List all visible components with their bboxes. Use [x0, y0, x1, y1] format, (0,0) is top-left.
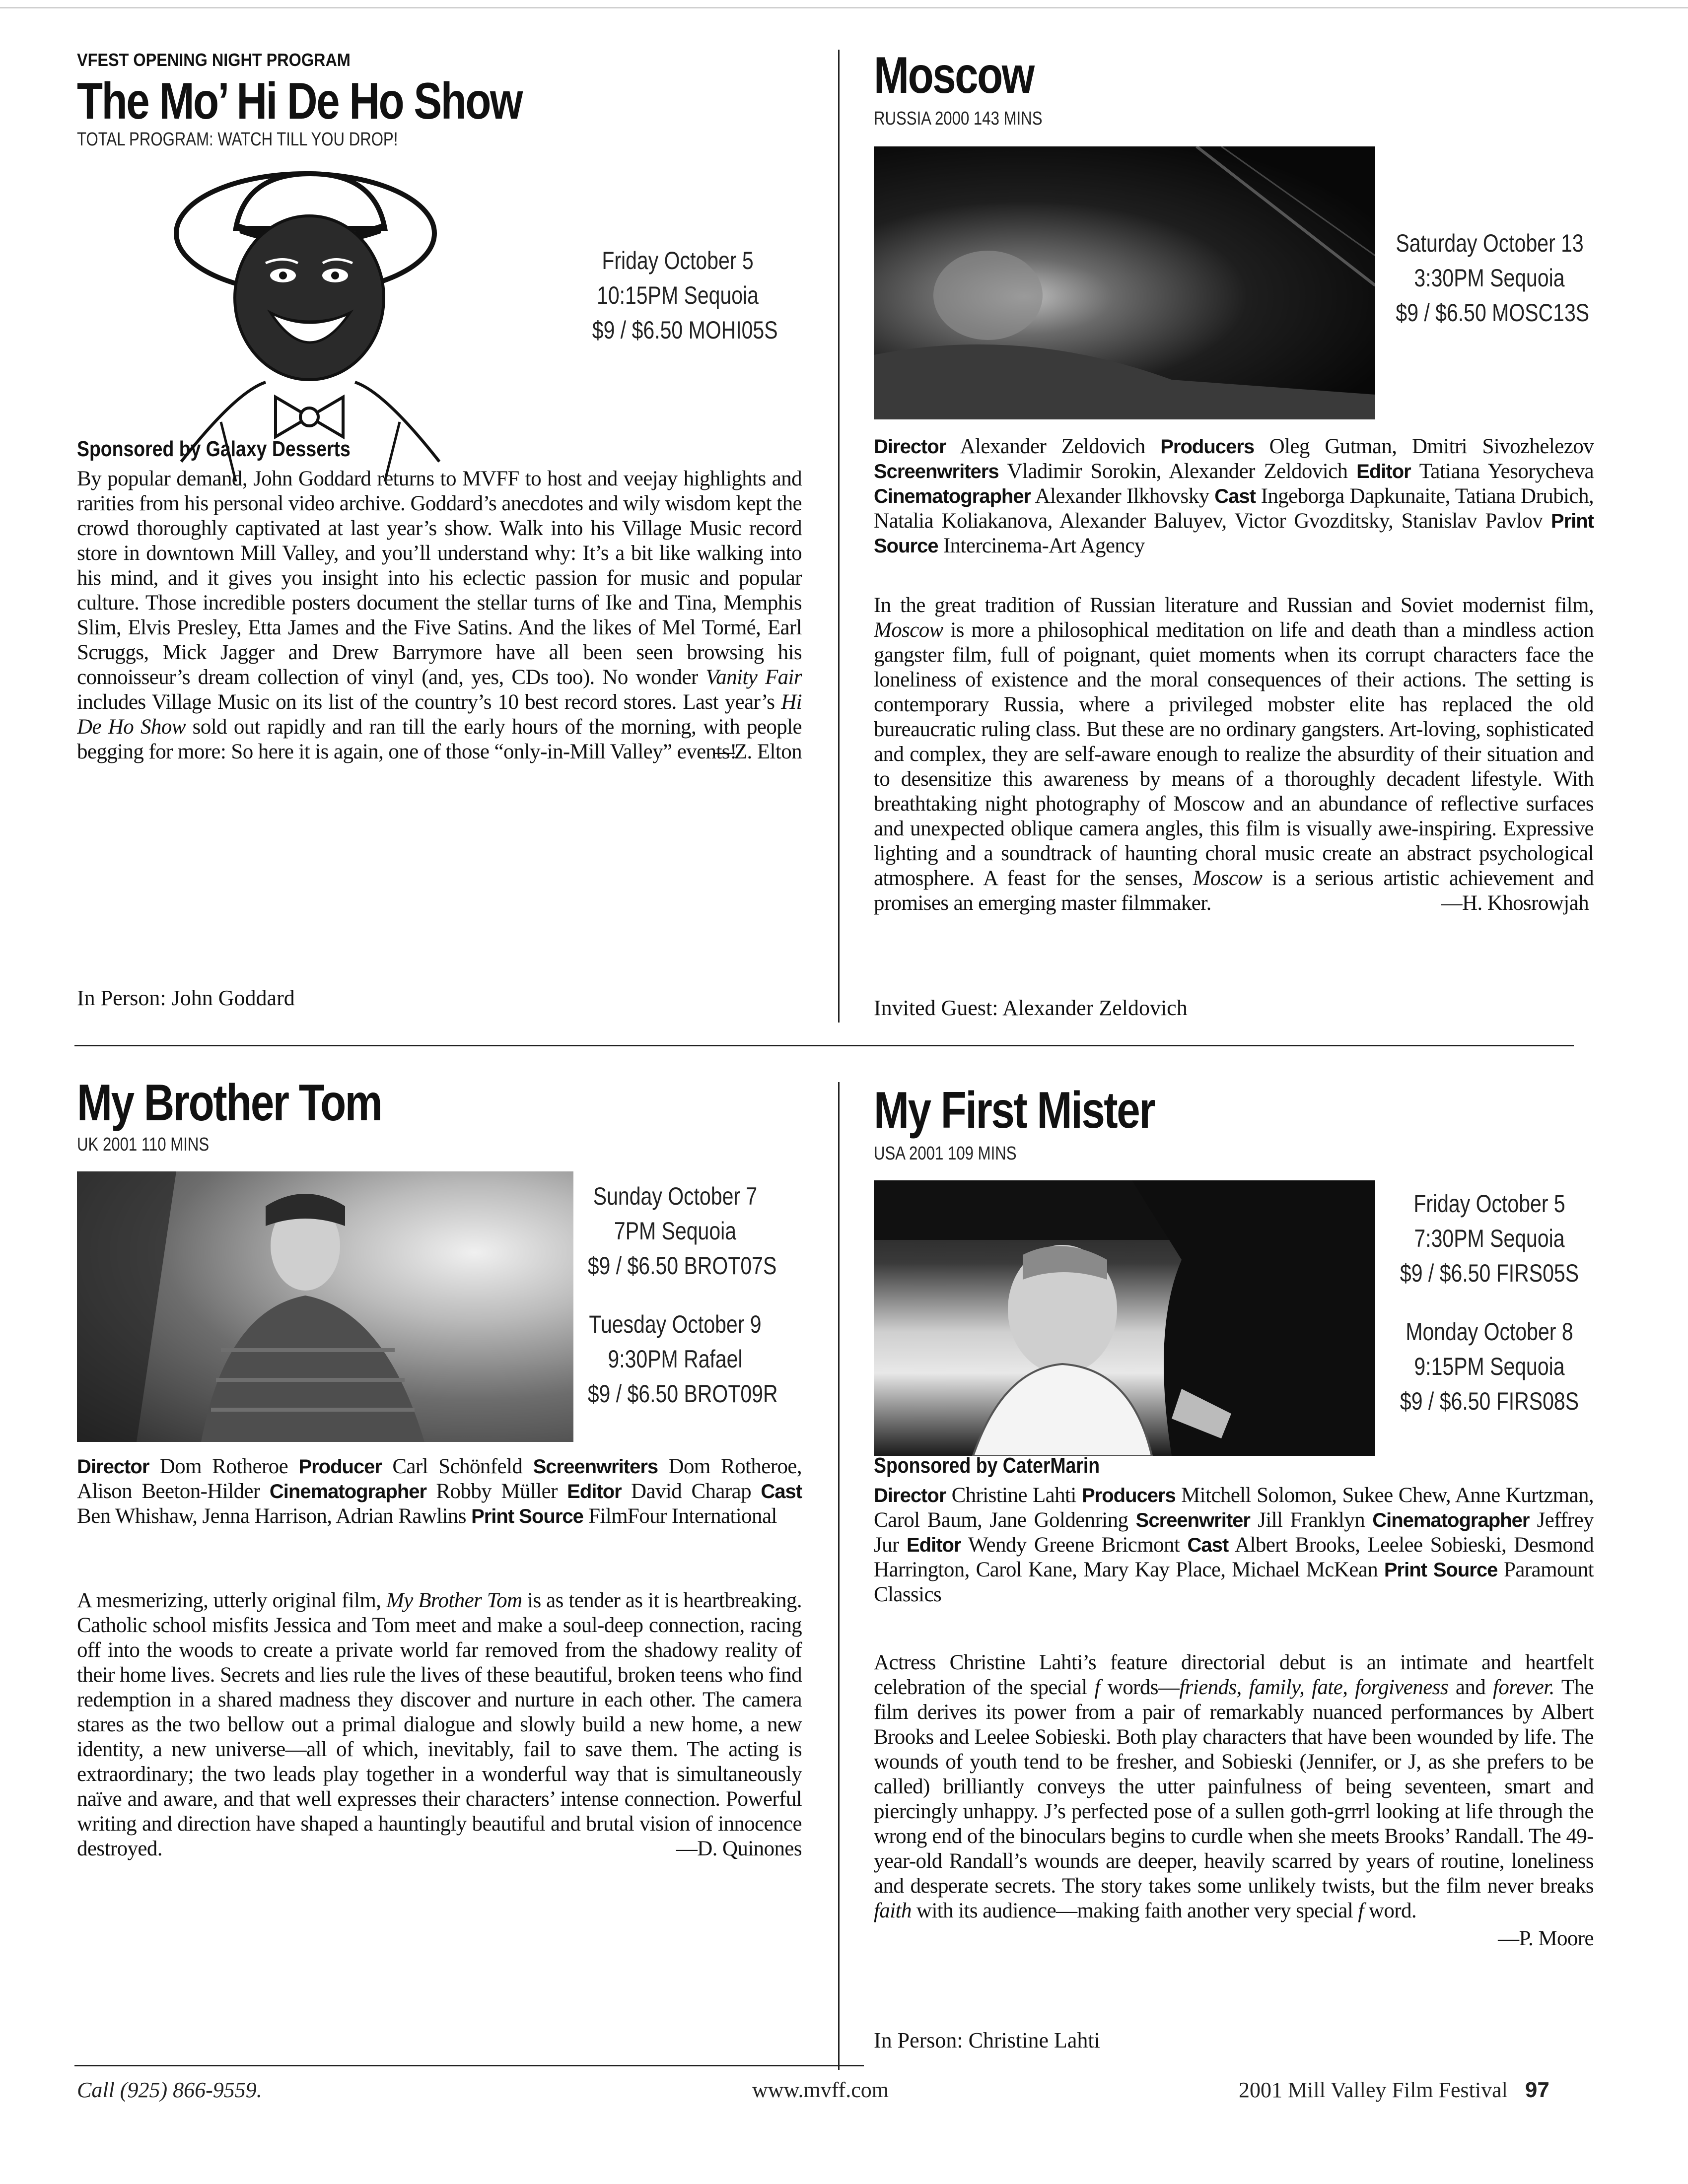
schedule-time: 7PM Sequoia: [614, 1217, 737, 1245]
sponsor-line: Sponsored by Galaxy Desserts: [77, 437, 351, 461]
film-subtitle: UK 2001 110 MINS: [77, 1134, 210, 1155]
film-description: Actress Christine Lahti’s feature directorial debut is an intimate and heartfelt celebration of the special f words—friends, family, fate, forgiveness and forever. The film derives its power from a pair of remarkably nuanced performances by Albert Brooks and Leelee Sobieski. Both play characters that have been wounded by life. The wounds of youth tend to be fresher, and Sobieski (Jennifer, or J, as she prefers to be called) brilliantly conveys the utter painfulness of being seventeen, smart and piercingly unhappy. J’s perfected pose of a sullen goth-grrrl looking at life through the wrong end of the binoculars begins to curdle when she meets Brooks’ Randall. The 49-year-old Randall’s wounds are deeper, heavily scarred by years of routine, loneliness and desperate secrets. The story takes some unlikely twists, but the film never breaks faith with its audience—making faith another very special f word. —P. Moore: [874, 1651, 1594, 1950]
caricature-illustration: [151, 164, 469, 481]
review-signature: —H. Khosrowjah: [1441, 891, 1589, 915]
schedule-date: Saturday October 13: [1396, 229, 1584, 257]
schedule-date: Monday October 8: [1406, 1318, 1573, 1346]
schedule-block: [1396, 226, 1590, 330]
film-still-detail: [77, 1171, 573, 1442]
film-credits: Director Alexander Zeldovich Producers Oleg Gutman, Dmitri Sivozhelezov Screenwriters Vladimir Sorokin, Alexander Zeldovich Editor Tatiana Yesorycheva Cinematographer Alexander Ilkhovsky Cast Ingeborga Dapkunaite, Tatiana Drubich, Natalia Koliakanova, Alexander Baluyev, Victor Gvozditsky, Stanislav Pavlov Print Source Intercinema-Art Agency: [874, 435, 1594, 557]
section-my-first-mister: [874, 1072, 1604, 2060]
film-description: In the great tradition of Russian literature and Russian and Soviet modernist film, Moscow is more a philosophical meditation on life and death than a mindless action gangster film, full of poignant, quiet moments when its corrupt characters face the loneliness of existence and the moral consequences of their actions. The setting is contemporary Russia, where a privileged mobster elite has replaced the old bureaucratic ruling class. But these are no ordinary gangsters. Art-loving, sophisticated and complex, they are self-aware enough to realize the absurdity of their situation and to desensitize this awareness by means of a thoroughly decadent lifestyle. With breathtaking night photography of Moscow and an abundance of reflective surfaces and unexpected oblique camera angles, this film is visually awe-inspiring. Expressive lighting and a soundtrack of haunting choral music create an abstract psychological atmosphere. A feast for the senses, Moscow is a serious artistic achievement and promises an emerging master filmmaker. —H. Khosrowjah: [874, 594, 1594, 915]
schedule-price: $9 / $6.50 BROT07S: [587, 1252, 777, 1280]
schedule-price: $9 / $6.50 MOHI05S: [592, 316, 778, 344]
footer-festival: [1239, 2077, 1549, 2103]
film-credits: Director Christine Lahti Producers Mitchell Solomon, Sukee Chew, Anne Kurtzman, Carol Baum, Jane Goldenring Screenwriter Jill Franklyn Cinematographer Jeffrey Jur Editor Wendy Greene Bricmont Cast Albert Brooks, Leelee Sobieski, Desmond Harrington, Carol Kane, Mary Kay Place, Michael McKean Print Source Paramount Classics: [874, 1484, 1594, 1606]
film-still-detail: [874, 146, 1375, 419]
review-signature: —P. Moore: [1498, 1927, 1594, 1950]
schedule-time: 9:15PM Sequoia: [1414, 1353, 1565, 1380]
schedule-block: [1396, 1186, 1583, 1419]
in-person-line: Invited Guest: Alexander Zeldovich: [874, 996, 1188, 1020]
film-still-detail: [874, 1180, 1375, 1456]
in-person-line: In Person: John Goddard: [77, 986, 295, 1010]
film-credits: Director Dom Rotheroe Producer Carl Schönfeld Screenwriters Dom Rotheroe, Alison Beeton-Hilder Cinematographer Robby Müller Editor David Charap Cast Ben Whishaw, Jenna Harrison, Adrian Rawlins Print Source FilmFour International: [77, 1455, 802, 1528]
film-subtitle: USA 2001 109 MINS: [874, 1143, 1017, 1164]
film-still-photo: [77, 1171, 573, 1442]
schedule-date: Tuesday October 9: [589, 1310, 762, 1338]
section-mohi: [77, 45, 802, 1037]
footer-rule: [74, 2065, 864, 2066]
schedule-price: $9 / $6.50 FIRS05S: [1400, 1259, 1579, 1287]
film-still-photo: [874, 146, 1375, 419]
top-edge-line: [0, 7, 1688, 8]
review-signature: —D. Quinones: [676, 1837, 802, 1860]
section-kicker: VFEST OPENING NIGHT PROGRAM: [77, 50, 351, 70]
column-divider: [838, 1082, 840, 2070]
festival-name: 2001 Mill Valley Film Festival: [1239, 2078, 1508, 2102]
in-person-line: In Person: Christine Lahti: [874, 2028, 1100, 2052]
film-still-photo: [874, 1180, 1375, 1456]
schedule-time: 7:30PM Sequoia: [1414, 1225, 1565, 1252]
film-description: A mesmerizing, utterly original film, My Brother Tom is as tender as it is heartbreaking. Catholic school misfits Jessica and Tom meet and make a soul-deep connection, racing off into the woods to create a private world far removed from the shadowy reality of their home lives. Secrets and lies rule the lives of these beautiful, broken teens who find redemption in a shared madness they discover and nurture in each other. The camera stares as the two bellow out a primal dialogue and slowly build a new home, a new identity, a new universe—all of which, inevitably, fail to save them. The acting is extraordinary; the two leads play together in a wonderful way that is simultaneously naïve and aware, and that well expresses their characters’ intense connection. Powerful writing and direction have shaped a hauntingly beautiful and brutal vision of innocence destroyed. —D. Quinones: [77, 1589, 802, 1860]
schedule-price: $9 / $6.50 FIRS08S: [1400, 1387, 1579, 1415]
section-my-brother-tom: [77, 1072, 807, 2060]
page-number: 97: [1525, 2078, 1549, 2102]
section-divider: [74, 1045, 1574, 1046]
schedule-price: $9 / $6.50 MOSC13S: [1396, 299, 1590, 327]
column-divider: [838, 50, 840, 1023]
schedule-block: [587, 1179, 778, 1411]
schedule-time: 3:30PM Sequoia: [1414, 264, 1565, 292]
film-title: The Mo’ Hi De Ho Show: [77, 72, 522, 130]
schedule-time: 10:15PM Sequoia: [597, 281, 759, 309]
section-moscow: [874, 45, 1604, 1037]
film-description: By popular demand, John Goddard returns to MVFF to host and veejay highlights and rarities from his personal video archive. Goddard’s anecdotes and wily wisdom kept the crowd thoroughly captivated at last year’s show. Walk into his Village Music record store in downtown Mill Valley, and you’ll understand why: It’s a bit like walking into his mind, and it gives you insight into his eclectic passion for music and popular culture. Those incredible posters document the stellar turns of Ike and Tina, Memphis Slim, Elvis Presley, Etta James and the Five Satins. And the likes of Mel Tormé, Earl Scruggs, Mick Jagger and Drew Barrymore have all been seen browsing his connoisseur’s dream collection of vinyl (and, yes, CDs too). No wonder Vanity Fair includes Village Music on its list of the country’s 10 best record stores. Last year’s Hi De Ho Show sold out rapidly and ran till the early hours of the morning, with people begging for more: So here it is again, one of those “only-in-Mill Valley” events! —Z. Elton: [77, 467, 802, 763]
schedule-date: Friday October 5: [602, 247, 754, 274]
review-signature: —Z. Elton: [713, 740, 802, 763]
footer-url[interactable]: www.mvff.com: [752, 2078, 889, 2102]
schedule-block: [592, 243, 778, 347]
schedule-time: 9:30PM Rafael: [608, 1345, 743, 1373]
film-subtitle: RUSSIA 2000 143 MINS: [874, 108, 1043, 129]
film-title: Moscow: [874, 47, 1034, 104]
film-title: My Brother Tom: [77, 1074, 382, 1132]
footer-phone: Call (925) 866-9559.: [77, 2078, 262, 2102]
film-subtitle: TOTAL PROGRAM: WATCH TILL YOU DROP!: [77, 129, 398, 150]
film-title: My First Mister: [874, 1082, 1154, 1139]
schedule-date: Friday October 5: [1413, 1190, 1565, 1218]
sponsor-line: Sponsored by CaterMarin: [874, 1453, 1100, 1478]
schedule-date: Sunday October 7: [593, 1182, 758, 1210]
schedule-price: $9 / $6.50 BROT09R: [587, 1380, 778, 1408]
